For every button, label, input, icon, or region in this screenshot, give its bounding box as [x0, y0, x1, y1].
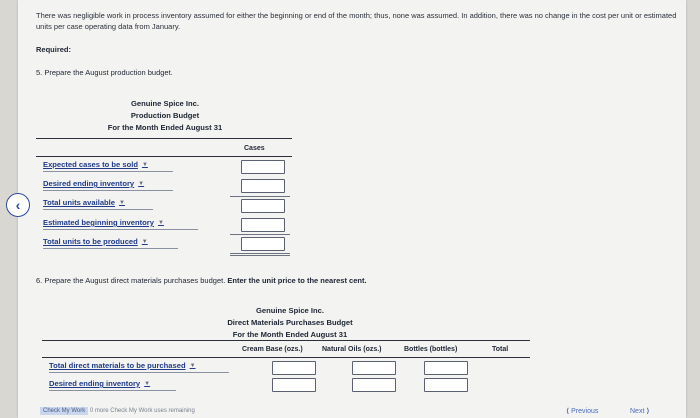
select-underline	[43, 190, 173, 191]
budget-period: For the Month Ended August 31	[232, 330, 348, 339]
column-rule	[42, 357, 530, 358]
chevron-down-icon: ▼	[144, 380, 151, 387]
row-beginning-inventory-select[interactable]	[43, 218, 164, 227]
chevron-down-icon: ▼	[141, 161, 148, 168]
row-total-available-select[interactable]	[43, 198, 125, 207]
cases-column-header: Cases	[244, 145, 265, 152]
row-label: Expected cases to be sold	[43, 160, 138, 169]
double-rule-bottom	[230, 255, 290, 256]
header-rule	[36, 138, 292, 139]
header-rule	[42, 340, 530, 341]
select-underline	[49, 390, 176, 391]
col-cream-base: Cream Base (ozs.)	[242, 346, 303, 353]
row-label: Total units to be produced	[43, 237, 138, 246]
double-rule-top	[230, 253, 290, 254]
company-name: Genuine Spice Inc.	[256, 306, 324, 315]
bottles-ending-input[interactable]	[424, 378, 468, 392]
col-natural-oils: Natural Oils (ozs.)	[322, 346, 382, 353]
row-label: Desired ending inventory	[43, 179, 135, 188]
row-desired-ending-materials-select[interactable]	[49, 379, 150, 388]
desired-ending-input[interactable]	[241, 179, 285, 193]
check-my-work-button[interactable]: Check My Work	[40, 407, 88, 415]
row-total-produced-select[interactable]	[43, 237, 148, 246]
chevron-down-icon: ▼	[119, 199, 125, 206]
row-total-purchased-select[interactable]	[49, 361, 196, 370]
budget-period: For the Month Ended August 31	[107, 123, 223, 132]
next-label: Next	[630, 408, 645, 415]
row-label: Estimated beginning inventory	[43, 218, 154, 227]
chevron-down-icon: ▼	[189, 362, 196, 369]
row-label: Total units available	[43, 198, 116, 207]
chevron-right-icon: ⟩	[646, 408, 650, 415]
natural-oils-purchased-input[interactable]	[352, 361, 396, 375]
col-total: Total	[492, 346, 509, 353]
column-rule	[36, 156, 292, 157]
select-underline	[43, 171, 173, 172]
natural-oils-ending-input[interactable]	[352, 378, 396, 392]
expected-cases-input[interactable]	[241, 160, 285, 174]
subtotal-rule	[230, 196, 290, 197]
check-work-bar	[40, 408, 195, 414]
row-desired-ending-select[interactable]	[43, 179, 144, 188]
production-budget-header	[90, 98, 240, 134]
row-label: Desired ending inventory	[49, 379, 141, 388]
select-underline	[43, 229, 198, 230]
chevron-left-icon: ⟨	[566, 408, 570, 415]
step-6-text: 6. Prepare the August direct materials purchases budget.	[36, 276, 226, 285]
next-button[interactable]	[630, 407, 650, 415]
col-bottles: Bottles (bottles)	[404, 346, 458, 353]
chevron-down-icon: ▼	[157, 219, 164, 226]
remaining-uses-text: 0 more Check My Work uses remaining	[89, 408, 195, 414]
step-6-emphasis: Enter the unit price to the nearest cent.	[225, 276, 367, 285]
row-label: Total direct materials to be purchased	[49, 361, 186, 370]
select-underline	[43, 248, 178, 249]
cream-base-purchased-input[interactable]	[272, 361, 316, 375]
previous-label: Previous	[571, 408, 599, 415]
beginning-inventory-input[interactable]	[241, 218, 285, 232]
row-expected-cases-select[interactable]	[43, 160, 148, 169]
total-available-input[interactable]	[241, 199, 285, 213]
budget-title: Production Budget	[130, 111, 200, 120]
select-underline	[43, 209, 153, 210]
subtotal-rule	[230, 234, 290, 235]
bottles-purchased-input[interactable]	[424, 361, 468, 375]
chevron-down-icon: ▼	[138, 180, 145, 187]
cream-base-ending-input[interactable]	[272, 378, 316, 392]
chevron-left-icon: ‹	[15, 197, 21, 213]
materials-budget-header	[210, 305, 370, 341]
intro-paragraph: There was negligible work in process inventory assumed for either the beginning or end of the month; thus, none was assumed. In addition, there was no change in the cost per unit or estimated units per case operating data from January.	[36, 11, 677, 31]
budget-title: Direct Materials Purchases Budget	[227, 318, 353, 327]
total-produced-input[interactable]	[241, 237, 285, 251]
chevron-down-icon: ▼	[141, 238, 148, 245]
select-underline	[49, 372, 229, 373]
back-arrow-button[interactable]	[6, 193, 30, 217]
step-6-instruction	[36, 276, 367, 285]
company-name: Genuine Spice Inc.	[131, 99, 199, 108]
step-5-instruction: 5. Prepare the August production budget.	[36, 68, 173, 77]
previous-button[interactable]	[566, 407, 598, 415]
required-heading: Required:	[36, 45, 72, 54]
